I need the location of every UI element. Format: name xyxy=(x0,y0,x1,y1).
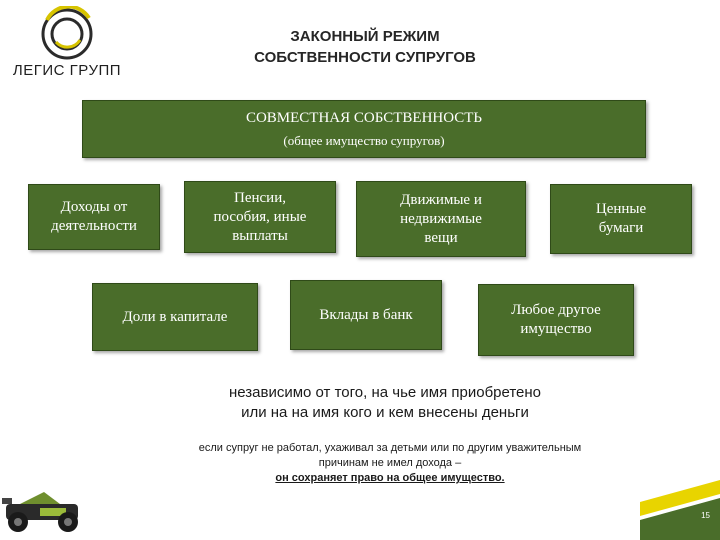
node-securities-line-2: бумаги xyxy=(598,220,644,236)
non-working-note-line-1: если супруг не работал, ухаживал за детьми или по другим уважительным xyxy=(198,442,582,454)
page-title xyxy=(200,26,530,68)
node-securities-box xyxy=(550,184,692,254)
node-pensions-line-1: Пенсии, xyxy=(234,189,286,206)
node-income-line-2: деятельности xyxy=(51,218,137,234)
page-number: 15 xyxy=(701,511,710,520)
title-line-1: ЗАКОННЫЙ РЕЖИМ xyxy=(290,28,440,45)
node-income-line-1: Доходы от xyxy=(60,199,128,215)
node-movable-line-2: недвижимые xyxy=(400,210,482,227)
regardless-note xyxy=(150,383,620,423)
node-movable-box xyxy=(356,181,526,257)
regardless-note-line-1: независимо от того, на чье имя приобретено xyxy=(228,384,542,401)
corner-stripes-decoration xyxy=(640,480,720,540)
regardless-note-line-2: или на на имя кого и кем внесены деньги xyxy=(241,404,529,421)
node-bank-deposits-line-1: Вклады в банк xyxy=(319,306,413,323)
node-movable-line-3: вещи xyxy=(424,229,458,246)
node-pensions-line-3: выплаты xyxy=(232,227,288,244)
joint-property-box xyxy=(82,100,646,158)
node-pensions-box xyxy=(184,181,336,253)
node-movable-line-1: Движимые и xyxy=(400,191,482,208)
logo-name: ЛЕГИС ГРУПП xyxy=(12,62,122,79)
company-logo xyxy=(12,6,122,92)
node-securities-line-1: Ценные xyxy=(595,201,647,217)
node-capital-shares-box xyxy=(92,283,258,351)
node-capital-shares-line-1: Доли в капитале xyxy=(122,308,228,325)
node-other-property-line-2: имущество xyxy=(520,321,592,337)
node-bank-deposits-box xyxy=(290,280,442,350)
non-working-spouse-note xyxy=(130,441,650,486)
title-line-2: СОБСТВЕННОСТИ СУПРУГОВ xyxy=(254,49,476,66)
non-working-note-line-2: причинам не имел дохода – xyxy=(318,457,462,469)
node-other-property-line-1: Любое другое xyxy=(511,302,601,318)
non-working-note-line-3: он сохраняет право на общее имущество. xyxy=(275,472,505,484)
joint-property-subtitle: (общее имущество супругов) xyxy=(283,132,445,148)
node-pensions-line-2: пособия, иные xyxy=(213,208,307,225)
node-other-property-box xyxy=(478,284,634,356)
logo-rings-icon xyxy=(12,6,122,62)
race-car-image xyxy=(0,478,90,540)
node-income-box xyxy=(28,184,160,250)
joint-property-title: СОВМЕСТНАЯ СОБСТВЕННОСТЬ xyxy=(245,109,483,126)
